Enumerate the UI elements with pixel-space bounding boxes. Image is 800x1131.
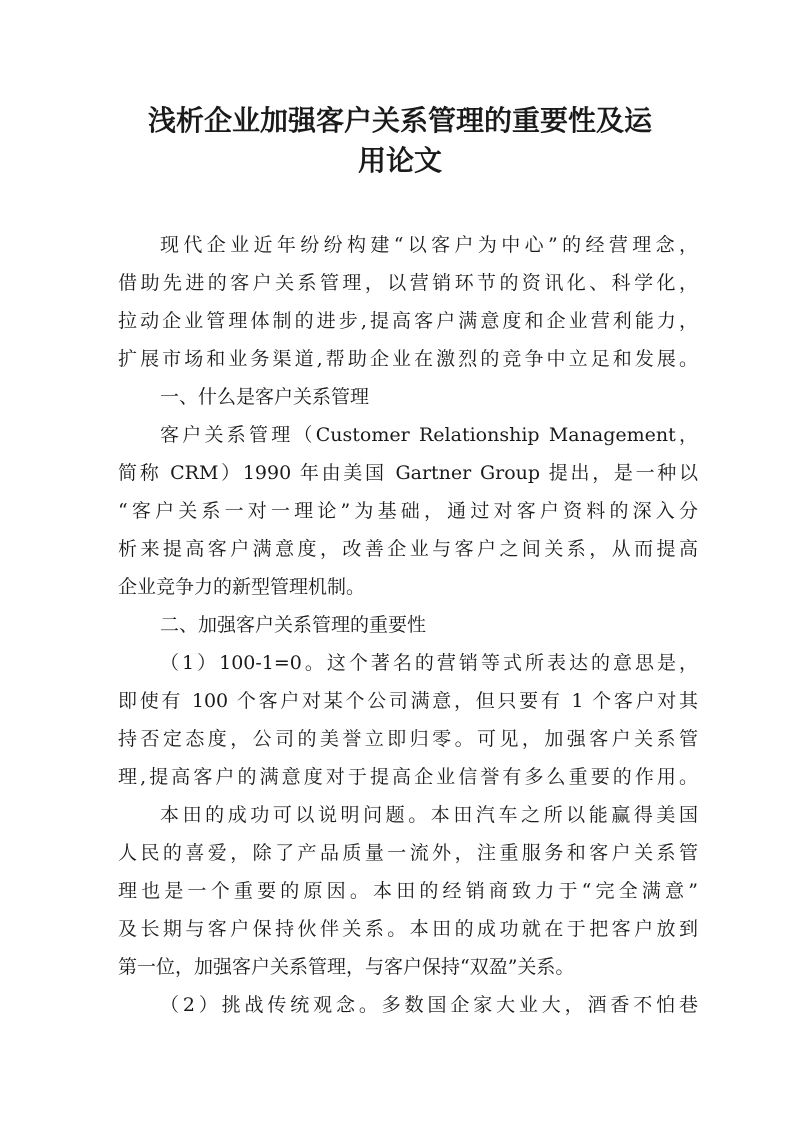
- paragraph-line: 第一位，加强客户关系管理，与客户保持“双盈”关系。: [118, 956, 575, 978]
- paragraph-line: 拉动企业管理体制的进步,提高客户满意度和企业营利能力，: [118, 310, 698, 332]
- paragraph-line: 理也是一个重要的原因。本田的经销商致力于“完全满意”: [118, 880, 698, 902]
- paragraph-line: （2）挑战传统观念。多数国企家大业大，酒香不怕巷: [160, 994, 698, 1016]
- paragraph-line: 及长期与客户保持伙伴关系。本田的成功就在于把客户放到: [118, 918, 698, 940]
- paragraph-line: 人民的喜爱，除了产品质量一流外，注重服务和客户关系管: [118, 842, 698, 864]
- paragraph-line: 简称 CRM）1990 年由美国 Gartner Group 提出，是一种以: [118, 462, 698, 484]
- paragraph-line: “客户关系一对一理论”为基础，通过对客户资料的深入分: [118, 500, 698, 522]
- paragraph-line: 扩展市场和业务渠道,帮助企业在激烈的竞争中立足和发展。: [118, 348, 698, 370]
- paragraph-line: 即使有 100 个客户对某个公司满意，但只要有 1 个客户对其: [118, 690, 698, 712]
- paragraph-line: 企业竞争力的新型管理机制。: [118, 576, 366, 598]
- section-heading: 二、加强客户关系管理的重要性: [160, 614, 427, 636]
- section-heading: 一、什么是客户关系管理: [160, 386, 370, 408]
- paragraph-line: （1）100-1=0。这个著名的营销等式所表达的意思是，: [160, 652, 698, 674]
- paragraph-line: 理,提高客户的满意度对于提高企业信誉有多么重要的作用。: [118, 766, 698, 788]
- paragraph-line: 客户关系管理（Customer Relationship Management，: [160, 424, 698, 446]
- paragraph-line: 析来提高客户满意度，改善企业与客户之间关系，从而提高: [118, 538, 698, 560]
- paragraph-line: 本田的成功可以说明问题。本田汽车之所以能赢得美国: [160, 804, 698, 826]
- document-title-line-1: 浅析企业加强客户关系管理的重要性及运: [147, 104, 652, 137]
- paragraph-line: 现代企业近年纷纷构建“以客户为中心”的经营理念，: [160, 234, 698, 256]
- paragraph-line: 持否定态度，公司的美誉立即归零。可见，加强客户关系管: [118, 728, 698, 750]
- paragraph-line: 借助先进的客户关系管理，以营销环节的资讯化、科学化，: [118, 272, 698, 294]
- document-title-line-2: 用论文: [357, 144, 442, 177]
